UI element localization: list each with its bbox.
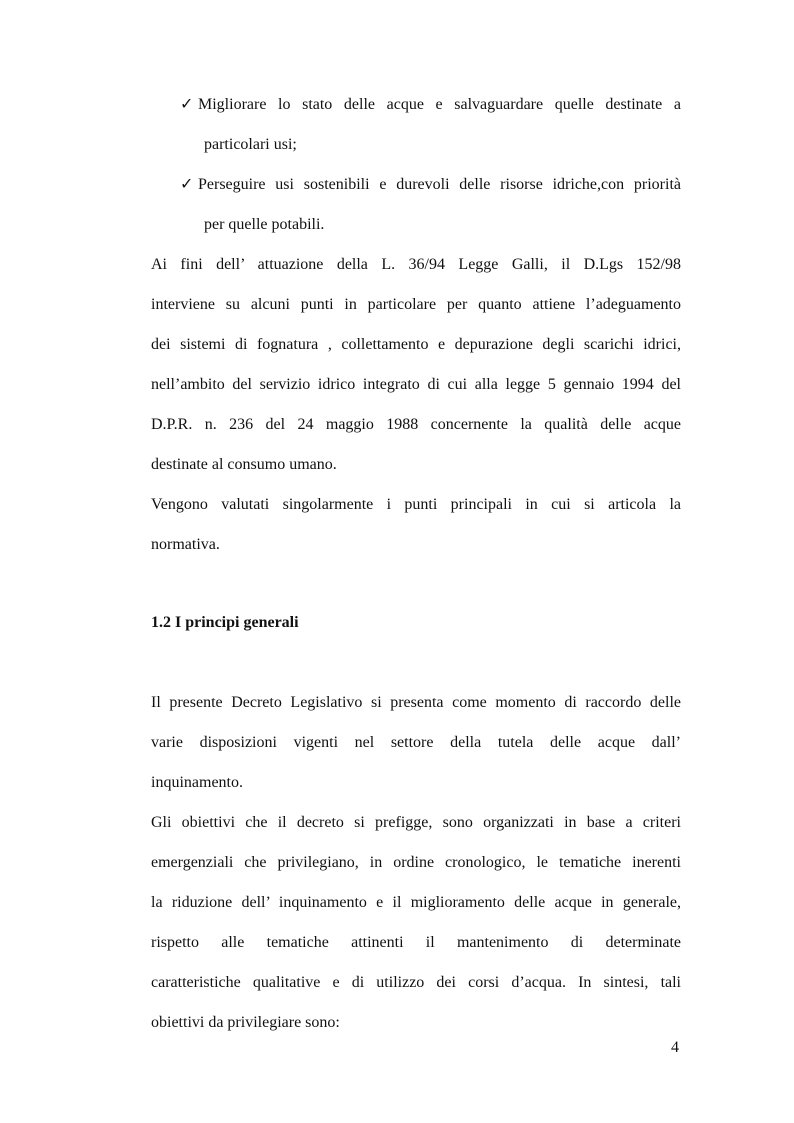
paragraph-line: caratteristiche qualitative e di utilizzo dei corsi d’acqua. In sintesi, tali — [151, 974, 681, 991]
bullet-line — [180, 165, 681, 205]
paragraph-line: Ai fini dell’ attuazione della L. 36/94 Legge Galli, il D.Lgs 152/98 — [151, 256, 681, 273]
paragraph-obiettivi — [151, 803, 681, 1043]
check-icon: ✓ — [180, 96, 194, 113]
page-number: 4 — [671, 1039, 679, 1056]
paragraph-attuazione — [151, 245, 681, 485]
paragraph-line: destinate al consumo umano. — [151, 456, 337, 473]
paragraph-valutati — [151, 485, 681, 565]
paragraph-line: D.P.R. n. 236 del 24 maggio 1988 concernente la qualità delle acque — [151, 416, 681, 433]
bullet-item — [180, 85, 681, 165]
paragraph-line: normativa. — [151, 536, 220, 553]
paragraph-line: nell’ambito del servizio idrico integrato di cui alla legge 5 gennaio 1994 del — [151, 376, 681, 393]
paragraph-decreto — [151, 683, 681, 803]
paragraph-line: obiettivi da privilegiare sono: — [151, 1014, 340, 1031]
paragraph-line: Gli obiettivi che il decreto si prefigge, sono organizzati in base a criteri — [151, 814, 681, 831]
paragraph-line: rispetto alle tematiche attinenti il mantenimento di determinate — [151, 934, 681, 951]
check-icon: ✓ — [180, 176, 194, 193]
section-heading: 1.2 I principi generali — [151, 614, 299, 631]
bullet-continuation: per quelle potabili. — [204, 216, 325, 233]
paragraph-line: Il presente Decreto Legislativo si presenta come momento di raccordo delle — [151, 694, 681, 711]
paragraph-line: Vengono valutati singolarmente i punti principali in cui si articola la — [151, 496, 681, 513]
paragraph-line: interviene su alcuni punti in particolare per quanto attiene l’adeguamento — [151, 296, 681, 313]
bullet-text: Perseguire usi sostenibili e durevoli delle risorse idriche,con priorità — [198, 176, 681, 193]
paragraph-line: la riduzione dell’ inquinamento e il miglioramento delle acque in generale, — [151, 894, 681, 911]
bullet-continuation: particolari usi; — [204, 136, 297, 153]
bullet-item — [180, 165, 681, 245]
paragraph-line: dei sistemi di fognatura , collettamento e depurazione degli scarichi idrici, — [151, 336, 681, 353]
paragraph-line: varie disposizioni vigenti nel settore della tutela delle acque dall’ — [151, 734, 681, 751]
paragraph-line: inquinamento. — [151, 774, 243, 791]
bullet-text: Migliorare lo stato delle acque e salvaguardare quelle destinate a — [198, 96, 681, 113]
bullet-line — [180, 85, 681, 125]
paragraph-line: emergenziali che privilegiano, in ordine cronologico, le tematiche inerenti — [151, 854, 681, 871]
